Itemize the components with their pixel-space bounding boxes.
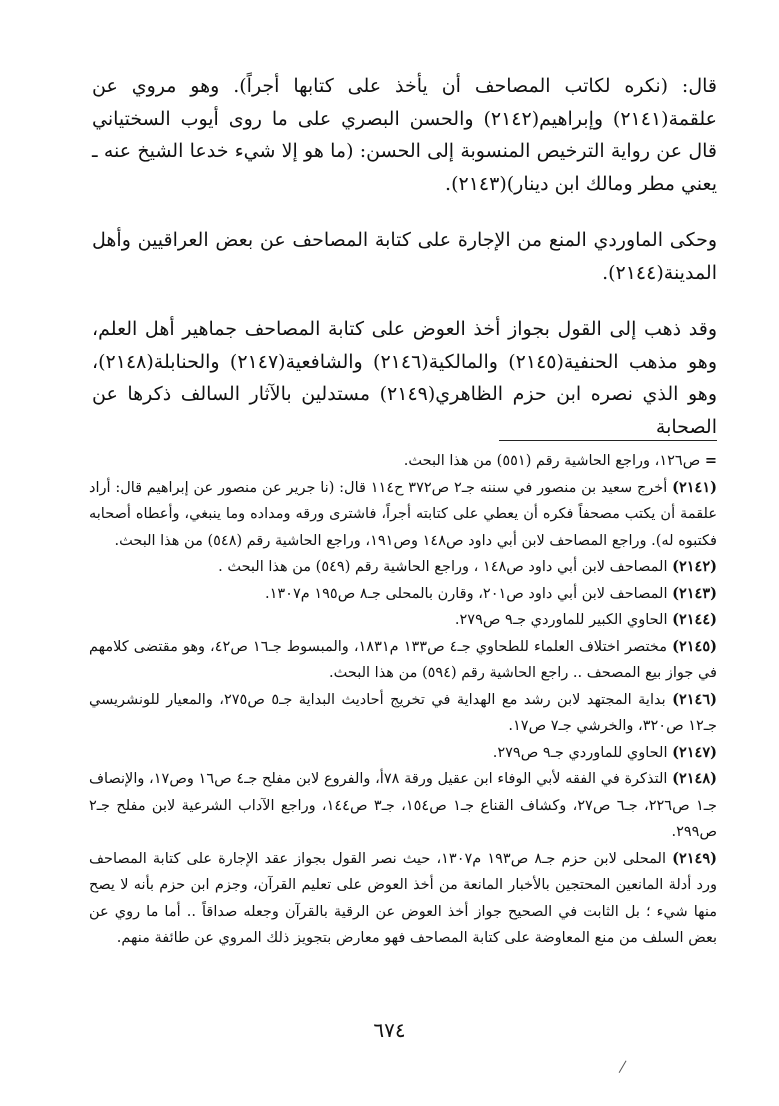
footnote-text: الحاوي الكبير للماوردي جـ٩ ص٢٧٩. bbox=[454, 612, 668, 628]
footnote-text: ص١٢٦، وراجع الحاشية رقم (٥٥١) من هذا البحث. bbox=[403, 453, 701, 469]
footnote-2149 bbox=[89, 846, 717, 952]
footnote-number: = bbox=[704, 452, 717, 469]
footnote-2146 bbox=[89, 687, 717, 740]
page-number: ٦٧٤ bbox=[373, 1018, 406, 1042]
main-text bbox=[92, 70, 717, 443]
footnote-number: (٢١٤٥) bbox=[672, 637, 718, 655]
footnote-2141 bbox=[89, 475, 717, 555]
paragraph-2: وحكى الماوردي المنع من الإجارة على كتابة المصاحف عن بعض العراقيين وأهل المدينة(٢١٤٤). bbox=[92, 229, 717, 284]
footnote-number: (٢١٤٤) bbox=[672, 611, 717, 628]
footnote-separator bbox=[499, 440, 717, 441]
footnote-text: الحاوي للماوردي جـ٩ ص٢٧٩. bbox=[492, 744, 668, 761]
footnote-2145 bbox=[89, 634, 717, 687]
footnote-text: مختصر اختلاف العلماء للطحاوي جـ٤ ص١٣٣ م١٨٣١، والمبسوط جـ١٦ ص٤٢، وهو مقتضى كلامهم في جواز بيع المصحف .. راجع الحاشية رقم (٥٩٤) من هذا البحث. bbox=[89, 638, 717, 681]
footnote-2148 bbox=[89, 766, 717, 846]
paragraph-1: قال: (نكره لكاتب المصاحف أن يأخذ على كتابها أجراً). وهو مروي عن علقمة(٢١٤١) وإبراهيم(٢١٤٢) والحسن البصري على ما روى أيوب السختياني قال عن رواية الترخيص المنسوبة إلى الحسن: (ما هو إلا شيء خدعا الشيخ عنه ـ يعني مطر ومالك ابن دينار)(٢١٤٣). bbox=[92, 75, 717, 195]
footnote-number: (٢١٤٢) bbox=[672, 558, 717, 575]
footnote-text: المصاحف لابن أبي داود ص١٤٨ ، وراجع الحاشية رقم (٥٤٩) من هذا البحث . bbox=[218, 559, 668, 575]
footnote-number: (٢١٤٦) bbox=[672, 690, 718, 708]
scan-mark bbox=[619, 1060, 628, 1073]
footnote-2144 bbox=[89, 607, 717, 634]
footnotes bbox=[89, 448, 717, 952]
footnote-text: أخرج سعيد بن منصور في سننه جـ٢ ص٣٧٢ ح١١٤ قال: (نا جرير عن منصور عن إبراهيم قال: أراد علقمة أن يكتب مصحفاً فكره أن يعطي على كتابته أجراً، فاشترى ورقه ومداده وما ينبغي، وأعطاه أصحابه فكتبوه له). وراجع المصاحف لابن أبي داود ص١٤٨ وص١٩١، وراجع الحاشية رقم (٥٤٨) من هذا البحث. bbox=[89, 479, 717, 549]
footnote-number: (٢١٤٣) bbox=[672, 584, 717, 602]
footnote-number: (٢١٤٧) bbox=[672, 743, 717, 761]
paragraph-3: وقد ذهب إلى القول بجواز أخذ العوض على كتابة المصاحف جماهير أهل العلم، وهو مذهب الحنفية(٢١٤٥) والمالكية(٢١٤٦) والشافعية(٢١٤٧) والحنابلة(٢١٤٨)، وهو الذي نصره ابن حزم الظاهري(٢١٤٩) مستدلين بالآثار السالف ذكرها عن الصحابة bbox=[92, 318, 717, 438]
footnote-2143 bbox=[89, 581, 717, 608]
footnote-2147 bbox=[89, 740, 717, 767]
footnote-text: التذكرة في الفقه لأبي الوفاء ابن عقيل ورقة ٧٨أ، والفروع لابن مفلح جـ٤ ص١٦ وص١٧، والإنصاف جـ١ ص٢٢٦، جـ٦ ص٢٧، وكشاف القناع جـ١ ص١٥٤، جـ٣ ص١٤٤، وراجع الآداب الشرعية لابن مفلح جـ٢ ص٢٩٩. bbox=[89, 771, 717, 840]
footnote-number: (٢١٤٩) bbox=[672, 849, 717, 867]
footnote-number: (٢١٤١) bbox=[672, 478, 718, 496]
footnote-number: (٢١٤٨) bbox=[672, 770, 717, 787]
footnote-text: بداية المجتهد لابن رشد مع الهداية في تخريج أحاديث البداية جـ٥ ص٢٧٥، والمعيار للونشريسي جـ١٢ ص٣٢٠، والخرشي جـ٧ ص١٧. bbox=[89, 691, 717, 734]
footnote-2142 bbox=[89, 554, 717, 581]
footnote-text: المصاحف لابن أبي داود ص٢٠١، وقارن بالمحلى جـ٨ ص١٩٥ م١٣٠٧. bbox=[265, 585, 668, 602]
footnote-text: المحلى لابن حزم جـ٨ ص١٩٣ م١٣٠٧، حيث نصر القول بجواز عقد الإجارة على كتابة المصاحف ورد أدلة المانعين المحتجين بالأخبار المانعة من أخذ العوض على تعليم القرآن، وجزم ابن حزم بأنه لا يصح منها شيء ؛ بل الثابت في الصحيح جواز أخذ العوض عن الرقية بالقرآن وجعله صداقاً .. أما ما روي عن بعض السلف من منع المعاوضة على كتابة المصاحف فهو معارض بتجويز ذلك المروي عن طائفة منهم. bbox=[89, 850, 717, 946]
footnote-continuation bbox=[89, 448, 717, 475]
